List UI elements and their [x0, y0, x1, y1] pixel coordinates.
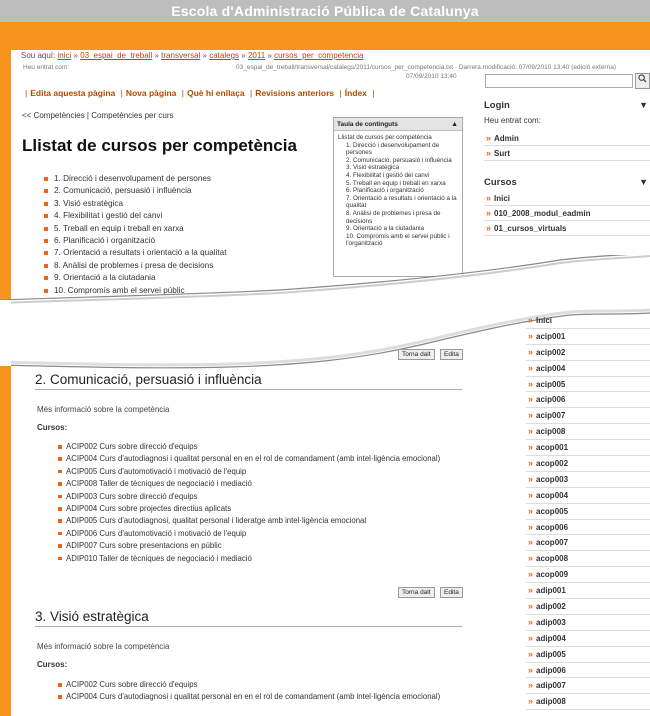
sidebar-item-label: acip007 — [536, 411, 566, 421]
sidebar-item-course[interactable] — [526, 663, 650, 679]
page-actions: | Edita aquesta pàgina | Nova pàgina | Què hi enllaça | Revisions anteriors | Índex | — [25, 88, 375, 98]
sidebar-item-label: Admin — [494, 134, 519, 143]
sidebar-item-label: adip007 — [536, 681, 566, 691]
triangle-down-icon[interactable]: ▼ — [639, 177, 648, 187]
competence-link[interactable]: 8. Anàlisi de problemes i presa de decisions — [44, 261, 227, 273]
chevron-right-icon: » — [528, 426, 534, 437]
sidebar-item-label: adip008 — [536, 697, 566, 707]
competence-link[interactable]: 3. Visió estratègica — [44, 199, 227, 211]
courses-label: Cursos: — [37, 423, 68, 432]
course-link[interactable]: ADIP003 Curs sobre direcció d'equips — [58, 491, 463, 503]
sidebar-item-label: acop007 — [536, 538, 569, 548]
chevron-right-icon: » — [528, 696, 534, 707]
course-link[interactable]: ADIP005 Curs d'autodiagnosi, qualitat personal i lideratge amb intel·ligència emocional — [58, 515, 463, 527]
chevron-right-icon: » — [528, 632, 534, 643]
chevron-right-icon: » — [528, 378, 534, 389]
chevron-right-icon: » — [528, 330, 534, 341]
sidebar-item-label: 01_cursos_virtuals — [494, 224, 567, 233]
login-title[interactable] — [484, 100, 650, 114]
login-sub: Heu entrat com: — [484, 116, 541, 125]
chevron-right-icon: » — [528, 601, 534, 612]
chevron-right-icon: » — [528, 362, 534, 373]
section-title: 2. Comunicació, persuasió i influència — [35, 372, 462, 390]
sidebar-item-label: acip008 — [536, 427, 566, 437]
sidebar-item-course[interactable] — [526, 535, 650, 551]
sidebar-item-label: Surt — [494, 149, 511, 158]
sidebar-item-course[interactable] — [526, 472, 650, 488]
sidebar-item-label: acip005 — [536, 379, 566, 389]
chevron-right-icon: » — [528, 473, 534, 484]
course-link[interactable]: ADIP007 Curs sobre presentacions en públic — [58, 540, 463, 552]
chevron-right-icon: » — [528, 585, 534, 596]
sidebar-item-course[interactable] — [526, 694, 650, 710]
breadcrumb-sep: » — [154, 51, 159, 60]
sidebar-item-course[interactable] — [526, 361, 650, 377]
backlinks-link[interactable]: Què hi enllaça — [186, 88, 245, 98]
sidebar-item-course[interactable] — [526, 520, 650, 536]
breadcrumb-sep: » — [241, 51, 246, 60]
chevron-right-icon: » — [528, 394, 534, 405]
toc-item[interactable]: 7. Orientació a resultats i orientació a la qualitat — [346, 194, 457, 210]
sidebar-item-modul[interactable] — [484, 206, 650, 221]
back-to-top-button[interactable]: Torna dalt — [398, 587, 435, 598]
course-link[interactable]: ACIP002 Curs sobre direcció d'equips — [58, 679, 463, 691]
sidebar-item-surt[interactable] — [484, 146, 650, 161]
collapse-icon[interactable]: ▲ — [451, 121, 458, 128]
course-link[interactable]: ADIP004 Curs sobre projectes directius aplicats — [58, 503, 463, 515]
sidebar-item-course[interactable] — [526, 647, 650, 663]
toc-item[interactable]: 3. Visió estratègica — [346, 164, 400, 172]
edit-section-button[interactable]: Edita — [440, 587, 463, 598]
breadcrumb-current[interactable]: cursos_per_competencia — [274, 51, 364, 60]
table-of-contents — [333, 117, 463, 277]
sidebar-item-course[interactable] — [526, 615, 650, 631]
competence-link[interactable]: 7. Orientació a resultats i orientació a la qualitat — [44, 248, 227, 260]
sidebar-item-label: adip001 — [536, 586, 566, 596]
page-path-info: 03_espai_de_treball/transversal/catalegs/2011/cursos_per_competencia.txt · Darrera modificació: 07/09/2010 13:40 (edició externa) — [236, 64, 616, 71]
chevron-right-icon: » — [528, 505, 534, 516]
course-link[interactable]: ACIP004 Curs d'autodiagnosi i qualitat personal en en el rol de comandament (amb intel·ligència emocional) — [58, 453, 463, 465]
toc-item[interactable]: 8. Anàlisi de problemes i presa de decisions — [346, 209, 441, 225]
toc-item[interactable]: 5. Treball en equip i treball en xarxa — [346, 179, 446, 187]
chevron-right-icon: » — [528, 553, 534, 564]
toc-body — [334, 131, 462, 251]
sidebar-item-label: acop002 — [536, 459, 569, 469]
sidebar-item-course[interactable] — [526, 488, 650, 504]
chevron-right-icon: » — [528, 616, 534, 627]
breadcrumb-sep: » — [267, 51, 272, 60]
breadcrumb-catalegs[interactable]: catalegs — [209, 51, 240, 60]
sidebar-item-label: acop009 — [536, 570, 569, 580]
chevron-right-icon: » — [528, 315, 534, 325]
sidebar-item-label: acip006 — [536, 395, 566, 405]
search-button[interactable] — [635, 73, 650, 89]
more-info-link[interactable]: Més informació sobre la competència — [37, 642, 170, 651]
chevron-right-icon: » — [528, 442, 534, 453]
course-list — [58, 679, 463, 704]
course-link[interactable]: ACIP002 Curs sobre direcció d'equips — [58, 441, 463, 453]
sidebar-item-course[interactable] — [526, 583, 650, 599]
toc-header[interactable] — [334, 118, 462, 131]
chevron-right-icon: » — [528, 569, 534, 580]
chevron-right-icon: » — [528, 410, 534, 421]
chevron-right-icon: » — [528, 537, 534, 548]
sidebar-item-label: adip003 — [536, 617, 566, 627]
search-icon — [638, 74, 647, 83]
sidebar-item-label: acop008 — [536, 554, 569, 564]
left-accent-bar — [0, 50, 11, 716]
chevron-right-icon: » — [528, 346, 534, 357]
breadcrumb-sep: » — [73, 51, 78, 60]
sidebar-item-label: Inici — [494, 194, 511, 203]
chevron-right-icon: » — [528, 680, 534, 691]
search-input[interactable] — [485, 74, 633, 88]
breadcrumb-sep: » — [202, 51, 207, 60]
sidebar-item-label: acip004 — [536, 363, 566, 373]
sidebar-item-label: acop006 — [536, 522, 569, 532]
sidebar-item-course[interactable] — [526, 599, 650, 615]
cursos-title[interactable] — [484, 177, 650, 191]
sidebar-item-label: acop001 — [536, 443, 569, 453]
old-revisions-link[interactable]: Revisions anteriors — [255, 88, 335, 98]
chevron-right-icon: » — [486, 208, 492, 218]
toc-root[interactable]: Llistat de cursos per competència — [338, 134, 432, 141]
sidebar-item-course[interactable] — [526, 313, 650, 329]
toc-item[interactable]: 10. Compromís amb el servei públic i l'organització — [346, 232, 450, 248]
breadcrumb-2011[interactable]: 2011 — [247, 51, 266, 60]
sidebar-item-admin[interactable] — [484, 131, 650, 146]
back-to-top-button[interactable]: Torna dalt — [398, 349, 435, 360]
more-info-link[interactable]: Més informació sobre la competència — [37, 405, 170, 414]
sidebar-item-label: acip001 — [536, 331, 566, 341]
competence-link[interactable]: 2. Comunicació, persuasió i influència — [44, 186, 227, 198]
sidebar-item-label: acop004 — [536, 490, 569, 500]
toc-item[interactable]: 6. Planificació i organització — [346, 187, 424, 195]
chevron-right-icon: » — [486, 148, 492, 158]
chevron-right-icon: » — [528, 489, 534, 500]
new-page-link[interactable]: Nova pàgina — [125, 88, 177, 98]
sidebar-item-label: Inici — [536, 316, 553, 325]
sidebar-course-list — [526, 313, 650, 710]
breadcrumb-prefix: Sou aquí: — [21, 51, 56, 60]
sidebar-item-course[interactable] — [526, 440, 650, 456]
page-title: Llistat de cursos per competència — [22, 136, 297, 155]
course-list — [58, 441, 463, 565]
course-link[interactable]: ADIP006 Curs d'automotivació i motivació de l'equip — [58, 528, 463, 540]
sidebar-item-label: acop005 — [536, 506, 569, 516]
breadcrumb-inici[interactable]: inici — [57, 51, 72, 60]
modified-date: 07/09/2010 13:40 — [406, 73, 457, 80]
sidebar-item-label: acip002 — [536, 347, 566, 357]
competence-link[interactable]: 1. Direcció i desenvolupament de persones — [44, 174, 227, 186]
logged-as-label: Heu entrat com: — [23, 64, 70, 71]
login-title-text: Login — [484, 100, 510, 111]
toc-item[interactable]: 9. Orientació a la ciutadania — [346, 225, 425, 233]
sidebar-item-label: adip005 — [536, 649, 566, 659]
sidebar-item-label: acop003 — [536, 474, 569, 484]
competence-link[interactable]: 10. Compromís amb el servei públic — [44, 286, 227, 298]
sidebar-item-label: 010_2008_modul_eadmin — [494, 209, 591, 218]
sidebar-item-label: adip002 — [536, 602, 566, 612]
course-link[interactable]: ADIP010 Taller de tècniques de negociació i mediació — [58, 553, 463, 565]
sidebar-item-course[interactable] — [526, 424, 650, 440]
sidebar — [484, 100, 650, 236]
sidebar-item-virtuals[interactable] — [484, 221, 650, 236]
chevron-right-icon: » — [528, 521, 534, 532]
toc-item[interactable]: 2. Comunicació, persuasió i influència — [346, 156, 452, 164]
chevron-right-icon: » — [528, 648, 534, 659]
site-title: Escola d'Administració Pública de Catalunya — [0, 0, 650, 22]
breadcrumb-transversal[interactable]: transversal — [161, 51, 201, 60]
edit-page-link[interactable]: Edita aquesta pàgina — [30, 88, 116, 98]
chevron-right-icon: » — [486, 193, 492, 203]
chevron-right-icon: » — [528, 458, 534, 469]
sidebar-item-course[interactable] — [526, 408, 650, 424]
section-title: 3. Visió estratègica — [35, 609, 462, 627]
course-link[interactable]: ACIP008 Taller de tècniques de negociació i mediació — [58, 478, 463, 490]
competence-link[interactable]: 9. Orientació a la ciutadania — [44, 273, 227, 285]
sidebar-item-course[interactable] — [526, 329, 650, 345]
sidebar-item-course[interactable] — [526, 504, 650, 520]
sidebar-item-course[interactable] — [526, 345, 650, 361]
index-link[interactable]: Índex — [344, 88, 367, 98]
sidebar-item-course[interactable] — [526, 631, 650, 647]
breadcrumb-espai[interactable]: 03_espai_de_treball — [80, 51, 153, 60]
chevron-right-icon: » — [486, 223, 492, 233]
tear-mask — [0, 300, 11, 366]
competence-link[interactable]: 5. Treball en equip i treball en xarxa — [44, 224, 227, 236]
competence-link[interactable]: 6. Planificació i organització — [44, 236, 227, 248]
sidebar-item-inici[interactable] — [484, 191, 650, 206]
sidebar-item-course[interactable] — [526, 567, 650, 583]
back-links[interactable]: << Competències | Competències per curs — [22, 111, 174, 120]
sidebar-item-label: adip006 — [536, 665, 566, 675]
competence-link[interactable]: 4. Flexibilitat i gestió del canvi — [44, 211, 227, 223]
triangle-down-icon[interactable]: ▼ — [639, 100, 648, 110]
breadcrumb — [21, 51, 363, 60]
edit-section-button[interactable]: Edita — [440, 349, 463, 360]
sidebar-item-course[interactable] — [526, 456, 650, 472]
courses-label: Cursos: — [37, 660, 68, 669]
toc-title: Taula de continguts — [337, 121, 398, 128]
chevron-right-icon: » — [486, 133, 492, 143]
sidebar-item-course[interactable] — [526, 392, 650, 408]
course-link[interactable]: ACIP005 Curs d'automotivació i motivació de l'equip — [58, 466, 463, 478]
course-link[interactable]: ACIP004 Curs d'autodiagnosi i qualitat personal en en el rol de comandament (amb intel·ligència emocional) — [58, 691, 463, 703]
sidebar-item-course[interactable] — [526, 678, 650, 694]
sidebar-item-course[interactable] — [526, 551, 650, 567]
toc-item[interactable]: 4. Flexibilitat i gestió del canvi — [346, 171, 430, 179]
sidebar-item-label: adip004 — [536, 633, 566, 643]
toc-item[interactable]: 1. Direcció i desenvolupament de persones — [346, 141, 440, 157]
cursos-title-text: Cursos — [484, 177, 517, 188]
chevron-right-icon: » — [528, 664, 534, 675]
sidebar-item-course[interactable] — [526, 377, 650, 393]
